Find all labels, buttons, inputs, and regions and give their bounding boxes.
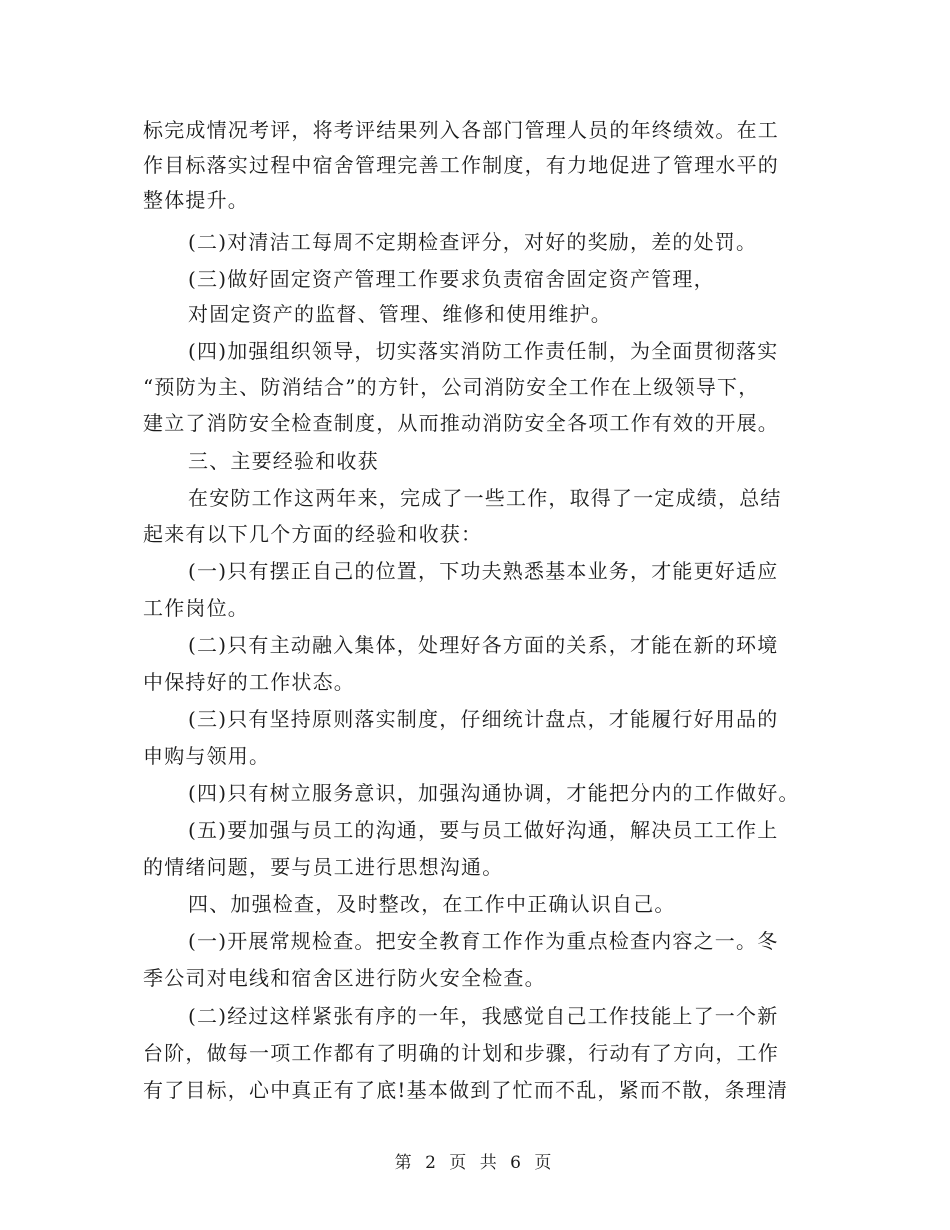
- text-line: (三)只有坚持原则落实制度，仔细统计盘点，才能履行好用品的: [188, 707, 779, 731]
- text-line: 标完成情况考评，将考评结果列入各部门管理人员的年终绩效。在工: [143, 118, 779, 142]
- text-line: (二)只有主动融入集体，处理好各方面的关系，才能在新的环境: [188, 633, 779, 657]
- text-line: 申购与领用。: [143, 744, 271, 768]
- section-heading: 三、主要经验和收获: [188, 449, 379, 473]
- text-line: (三)做好固定资产管理工作要求负责宿舍固定资产管理，: [188, 267, 715, 291]
- text-line: (五)要加强与员工的沟通，要与员工做好沟通，解决员工工作上: [188, 818, 779, 842]
- page-footer: 第 2 页 共 6 页: [394, 1153, 556, 1173]
- text-line: (二)经过这样紧张有序的一年，我感觉自己工作技能上了一个新: [188, 1004, 779, 1028]
- text-line: 中保持好的工作状态。: [143, 670, 355, 694]
- text-line: (一)开展常规检查。把安全教育工作作为重点检查内容之一。冬: [188, 929, 779, 953]
- text-line: 季公司对电线和宿舍区进行防火安全检查。: [143, 966, 546, 990]
- text-line: (一)只有摆正自己的位置，下功夫熟悉基本业务，才能更好适应: [188, 559, 779, 583]
- text-line: 对固定资产的监督、管理、维修和使用维护。: [188, 302, 612, 326]
- text-line: 在安防工作这两年来，完成了一些工作，取得了一定成绩，总结: [188, 486, 782, 510]
- text-line: 有了目标，心中真正有了底!基本做到了忙而不乱，紧而不散，条理清: [143, 1078, 789, 1102]
- text-line: 工作岗位。: [143, 596, 249, 620]
- text-line: “预防为主、防消结合”的方针，公司消防安全工作在上级领导下，: [143, 375, 760, 399]
- text-line: 台阶，做每一项工作都有了明确的计划和步骤，行动有了方向，工作: [143, 1041, 779, 1065]
- text-line: 作目标落实过程中宿舍管理完善工作制度，有力地促进了管理水平的: [143, 153, 779, 177]
- text-line: 的情绪问题，要与员工进行思想沟通。: [143, 855, 504, 879]
- text-line: 整体提升。: [143, 188, 249, 212]
- text-line: 起来有以下几个方面的经验和收获：: [143, 522, 483, 546]
- section-heading: 四、加强检查，及时整改，在工作中正确认识自己。: [188, 892, 676, 916]
- text-line: (四)只有树立服务意识，加强沟通协调，才能把分内的工作做好。: [188, 781, 800, 805]
- text-line: (四)加强组织领导，切实落实消防工作责任制，为全面贯彻落实: [188, 339, 779, 363]
- text-line: 建立了消防安全检查制度，从而推动消防安全各项工作有效的开展。: [143, 411, 779, 435]
- text-line: (二)对清洁工每周不定期检查评分，对好的奖励，差的处罚。: [188, 230, 758, 254]
